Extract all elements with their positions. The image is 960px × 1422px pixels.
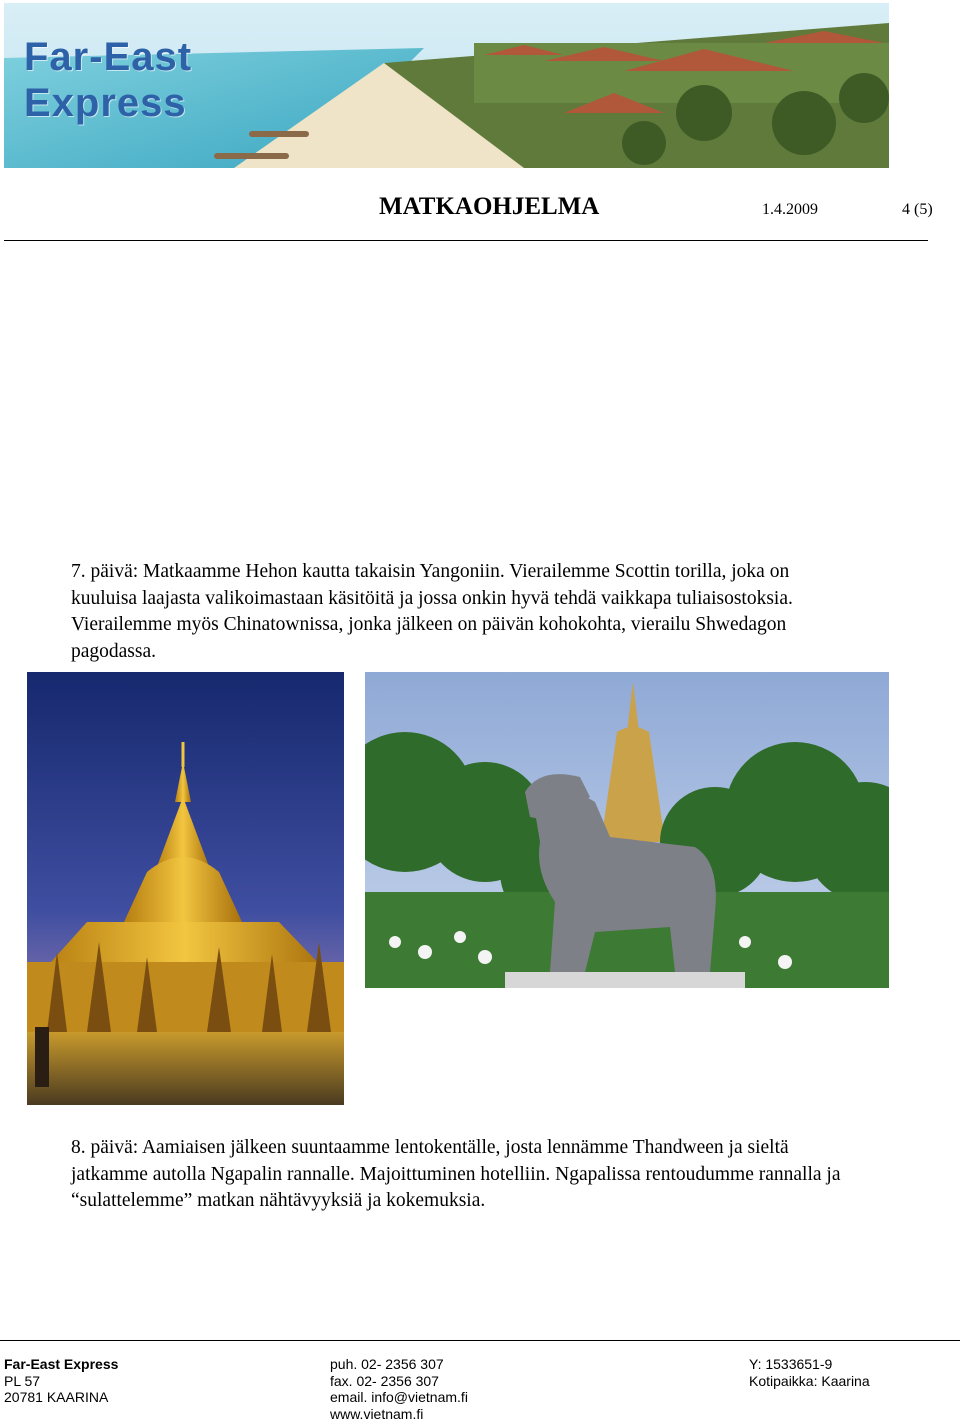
day-7-line: kuuluisa laajasta valikoimastaan käsitöitä ja jossa onkin hyvä tehdä vaikkapa tuliaisostoksia. — [71, 586, 941, 613]
day-8-line: “sulattelemme” matkan nähtävyyksiä ja kokemuksia. — [71, 1188, 941, 1215]
fax: fax. 02- 2356 307 — [330, 1373, 468, 1390]
chinthe-statue-photo — [365, 672, 889, 988]
day-7-line: pagodassa. — [71, 639, 941, 666]
website: www.vietnam.fi — [330, 1406, 468, 1422]
day-7-paragraph — [71, 559, 941, 666]
logo-line-1: Far-East — [24, 37, 192, 77]
footer-company-address — [4, 1356, 118, 1406]
shwedagon-pagoda-photo — [27, 672, 344, 1105]
day-8-line: jatkamme autolla Ngapalin rannalle. Majoittuminen hotelliin. Ngapalissa rentoudumme rannalla ja — [71, 1162, 941, 1189]
footer-divider — [0, 1340, 960, 1341]
day-8-paragraph — [71, 1135, 941, 1215]
footer-registration — [749, 1356, 870, 1389]
far-east-express-logo — [24, 37, 192, 123]
business-id: Y: 1533651-9 — [749, 1356, 870, 1373]
domicile: Kotipaikka: Kaarina — [749, 1373, 870, 1390]
email: email. info@vietnam.fi — [330, 1389, 468, 1406]
document-date: 1.4.2009 — [762, 201, 818, 219]
logo-line-2: Express — [24, 83, 192, 123]
phone: puh. 02- 2356 307 — [330, 1356, 468, 1373]
day-7-line: 7. päivä: Matkaamme Hehon kautta takaisin Yangoniin. Vierailemme Scottin torilla, joka on — [71, 559, 941, 586]
day-7-line: Vierailemme myös Chinatownissa, jonka jälkeen on päivän kohokohta, vierailu Shwedagon — [71, 612, 941, 639]
day-8-line: 8. päivä: Aamiaisen jälkeen suuntaamme lentokentälle, josta lennämme Thandween ja sieltä — [71, 1135, 941, 1162]
postal-city: 20781 KAARINA — [4, 1389, 118, 1406]
page-number: 4 (5) — [902, 201, 933, 219]
document-title: MATKAOHJELMA — [379, 193, 599, 221]
header-banner — [4, 3, 889, 168]
postal-box: PL 57 — [4, 1373, 118, 1390]
footer-contact — [330, 1356, 468, 1422]
header-divider — [4, 240, 928, 241]
company-name: Far-East Express — [4, 1356, 118, 1373]
